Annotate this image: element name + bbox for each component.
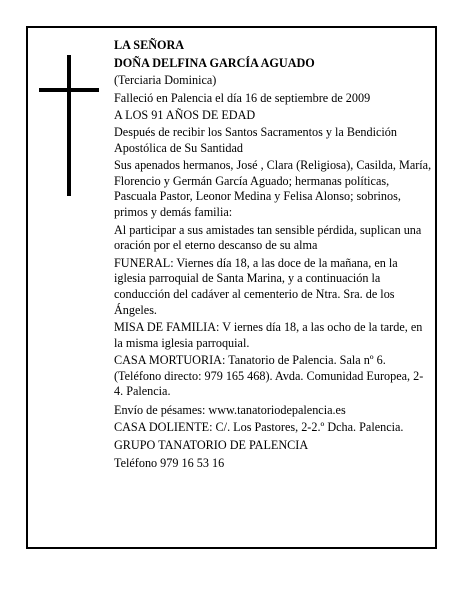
death-statement: Falleció en Palencia el día 16 de septiembre de 2009 bbox=[114, 90, 371, 105]
family-mass-paragraph: MISA DE FAMILIA: V iernes día 18, a las ocho de la tarde, en la misma iglesia parroquial. bbox=[114, 320, 423, 350]
age-statement: A LOS 91 AÑOS DE EDAD bbox=[114, 108, 256, 123]
religious-order: (Terciaria Dominica) bbox=[114, 73, 217, 88]
cross-horizontal-bar bbox=[39, 88, 99, 92]
funeral-group-phone: Teléfono 979 16 53 16 bbox=[114, 455, 225, 470]
mourning-home-paragraph: CASA DOLIENTE: C/. Los Pastores, 2-2.º Dcha. Palencia. bbox=[114, 419, 404, 434]
sacraments-paragraph: Después de recibir los Santos Sacramentos y la Bendición Apostólica de Su Santidad bbox=[114, 124, 397, 155]
funeral-paragraph: FUNERAL: Viernes día 18, a las doce de la mañana, en la iglesia parroquial de Santa Marina, y a continuación la conducción del cadáver al cementerio de Ntra. Sra. de los Ángeles. bbox=[114, 255, 398, 317]
request-paragraph: Al participar a sus amistades tan sensible pérdida, suplican una oración por el eterno descanso de su alma bbox=[114, 222, 422, 253]
mortuary-paragraph: CASA MORTUORIA: Tanatorio de Palencia. Sala nº 6. (Teléfono directo: 979 165 468). Avda. Comunidad Europea, 2-4. Palencia. bbox=[114, 353, 424, 399]
deceased-name: DOÑA DELFINA GARCÍA AGUADO bbox=[114, 55, 315, 70]
cross-vertical-bar bbox=[67, 55, 71, 196]
notice-text bbox=[114, 37, 432, 472]
family-paragraph: Sus apenados hermanos, José , Clara (Religiosa), Casilda, María, Florencio y Germán García Aguado; hermanas políticas, Pascuala Pastor, Leonor Medina y Felisa Alonso; sobrinos, primos y demás familia: bbox=[114, 158, 432, 219]
condolences-line: Envío de pésames: www.tanatoriodepalencia.es bbox=[114, 403, 346, 418]
funeral-group-name: GRUPO TANATORIO DE PALENCIA bbox=[114, 438, 309, 453]
notice-title: LA SEÑORA bbox=[114, 38, 185, 52]
